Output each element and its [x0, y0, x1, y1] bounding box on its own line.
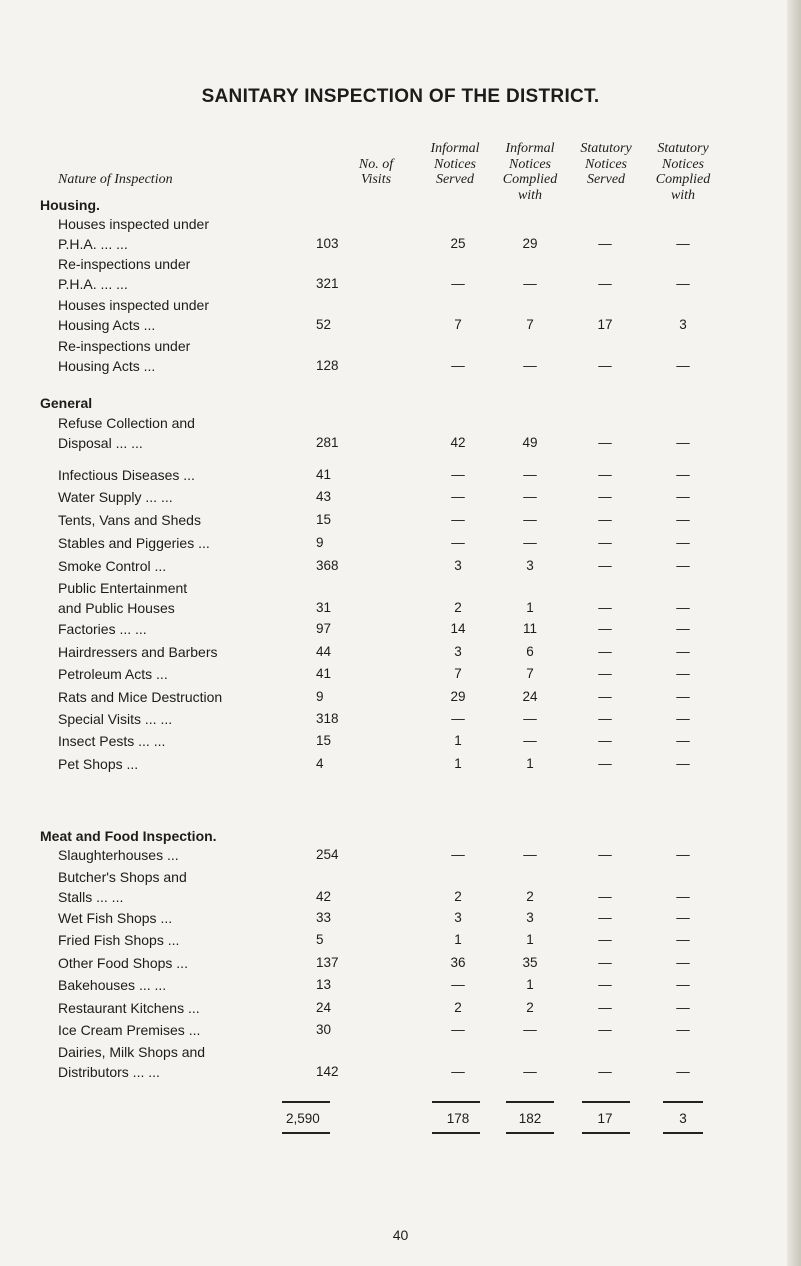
- col-header-statutory-complied-line-2: Notices: [662, 156, 704, 172]
- row-label: Stables and Piggeries ...: [58, 535, 210, 551]
- cell-ins: 3: [454, 910, 462, 925]
- cell-visits: 44: [316, 644, 332, 659]
- row-label: P.H.A. ... ...: [58, 276, 128, 292]
- cell-ins: 7: [454, 666, 462, 681]
- cell-ins: 36: [450, 955, 466, 970]
- cell-inc: 1: [526, 600, 534, 615]
- row-label: Tents, Vans and Sheds: [58, 512, 201, 528]
- cell-inc: 3: [526, 910, 534, 925]
- row-label: Hairdressers and Barbers: [58, 644, 218, 660]
- page-title: SANITARY INSPECTION OF THE DISTRICT.: [201, 86, 600, 107]
- total-rule-bottom: [663, 1132, 703, 1134]
- total-rule-bottom: [432, 1132, 480, 1134]
- cell-visits: 318: [316, 711, 339, 726]
- cell-ins: 1: [454, 733, 462, 748]
- cell-visits: 24: [316, 1000, 332, 1015]
- total-rule-bottom: [582, 1132, 630, 1134]
- cell-visits: 15: [316, 733, 332, 748]
- cell-visits: 33: [316, 910, 332, 925]
- cell-visits: 5: [316, 932, 324, 947]
- cell-inc: 1: [526, 977, 534, 992]
- page-number: 40: [392, 1227, 409, 1243]
- cell-sns: —: [598, 711, 612, 726]
- total-rule-top: [432, 1101, 480, 1103]
- row-label: Rats and Mice Destruction: [58, 689, 223, 705]
- cell-inc: 7: [526, 317, 534, 332]
- cell-visits: 9: [316, 689, 324, 704]
- cell-snc: —: [676, 711, 690, 726]
- cell-snc: —: [676, 666, 690, 681]
- cell-sns: —: [598, 910, 612, 925]
- row-label: Housing Acts ...: [58, 317, 156, 333]
- cell-snc: —: [676, 435, 690, 450]
- cell-ins: 42: [450, 435, 466, 450]
- col-header-statutory-complied-line-3: Complied: [655, 172, 711, 187]
- cell-sns: —: [598, 889, 612, 904]
- cell-snc: —: [676, 489, 690, 504]
- total-rule-bottom: [282, 1132, 330, 1134]
- cell-sns: —: [598, 512, 612, 527]
- cell-inc: 1: [526, 756, 534, 771]
- col-header-informal-served-line-2: Notices: [434, 156, 476, 172]
- cell-ins: 25: [450, 236, 466, 251]
- cell-visits: 142: [316, 1064, 339, 1079]
- cell-sns: —: [598, 977, 612, 992]
- row-label: Other Food Shops ...: [58, 955, 188, 971]
- cell-inc: 29: [522, 236, 538, 251]
- cell-inc: 2: [526, 889, 534, 904]
- row-label: P.H.A. ... ...: [58, 236, 128, 252]
- total-visits: 2,590: [286, 1111, 320, 1126]
- col-header-statutory-served-line-1: Statutory: [580, 141, 632, 156]
- cell-snc: —: [676, 467, 690, 482]
- cell-ins: 14: [450, 621, 466, 636]
- cell-sns: —: [598, 733, 612, 748]
- cell-sns: —: [598, 644, 612, 659]
- row-label: Re-inspections under: [58, 338, 191, 354]
- cell-visits: 43: [316, 489, 332, 504]
- cell-sns: —: [598, 558, 612, 573]
- section-general: General: [40, 395, 93, 411]
- col-header-statutory-served-line-3: Served: [586, 172, 626, 187]
- row-label: Houses inspected under: [58, 297, 209, 313]
- cell-snc: —: [676, 689, 690, 704]
- total-rule-bottom: [506, 1132, 554, 1134]
- row-label: Petroleum Acts ...: [58, 666, 168, 682]
- cell-ins: —: [451, 467, 465, 482]
- row-label: Distributors ... ...: [58, 1064, 160, 1080]
- total-inc: 182: [518, 1111, 542, 1126]
- cell-sns: 17: [597, 317, 613, 332]
- cell-snc: —: [676, 558, 690, 573]
- row-label: and Public Houses: [58, 600, 175, 616]
- cell-snc: —: [676, 535, 690, 550]
- cell-ins: —: [451, 711, 465, 726]
- cell-visits: 52: [316, 317, 332, 332]
- cell-snc: —: [676, 1064, 690, 1079]
- cell-visits: 9: [316, 535, 324, 550]
- cell-sns: —: [598, 535, 612, 550]
- cell-inc: —: [523, 358, 537, 373]
- cell-sns: —: [598, 955, 612, 970]
- cell-sns: —: [598, 847, 612, 862]
- cell-ins: —: [451, 1064, 465, 1079]
- row-label: Refuse Collection and: [58, 415, 195, 431]
- cell-snc: 3: [679, 317, 687, 332]
- cell-snc: —: [676, 1022, 690, 1037]
- cell-sns: —: [598, 236, 612, 251]
- cell-ins: 3: [454, 644, 462, 659]
- cell-ins: 2: [454, 889, 462, 904]
- cell-visits: 42: [316, 889, 332, 904]
- cell-inc: —: [523, 512, 537, 527]
- cell-snc: —: [676, 512, 690, 527]
- col-header-informal-complied-line-3: Complied: [502, 172, 558, 187]
- row-label: Ice Cream Premises ...: [58, 1022, 201, 1038]
- row-label: Smoke Control ...: [58, 558, 167, 574]
- cell-sns: —: [598, 358, 612, 373]
- total-rule-top: [582, 1101, 630, 1103]
- row-label: Bakehouses ... ...: [58, 977, 167, 993]
- col-header-informal-served-line-3: Served: [435, 172, 475, 187]
- cell-visits: 4: [316, 756, 324, 771]
- row-label: Public Entertainment: [58, 580, 188, 596]
- row-label: Infectious Diseases ...: [58, 467, 195, 483]
- cell-inc: 24: [522, 689, 538, 704]
- cell-visits: 31: [316, 600, 332, 615]
- cell-inc: —: [523, 847, 537, 862]
- col-header-informal-complied-line-2: Notices: [509, 156, 551, 172]
- cell-snc: —: [676, 756, 690, 771]
- cell-inc: 3: [526, 558, 534, 573]
- cell-ins: —: [451, 847, 465, 862]
- row-label: Dairies, Milk Shops and: [58, 1044, 206, 1060]
- col-header-statutory-complied-line-4: with: [670, 187, 696, 203]
- cell-visits: 41: [316, 467, 332, 482]
- cell-inc: 35: [522, 955, 538, 970]
- cell-snc: —: [676, 932, 690, 947]
- col-header-statutory-complied-line-1: Statutory: [657, 141, 709, 156]
- cell-snc: —: [676, 236, 690, 251]
- cell-ins: 29: [450, 689, 466, 704]
- cell-inc: 2: [526, 1000, 534, 1015]
- cell-inc: —: [523, 276, 537, 291]
- section-housing: Housing.: [40, 197, 100, 213]
- cell-snc: —: [676, 977, 690, 992]
- row-label: Wet Fish Shops ...: [58, 910, 173, 926]
- cell-ins: 7: [454, 317, 462, 332]
- cell-snc: —: [676, 644, 690, 659]
- cell-inc: —: [523, 1022, 537, 1037]
- row-label: Houses inspected under: [58, 216, 209, 232]
- col-header-informal-served-line-1: Informal: [430, 141, 480, 156]
- cell-snc: —: [676, 621, 690, 636]
- cell-ins: 1: [454, 756, 462, 771]
- cell-visits: 30: [316, 1022, 332, 1037]
- cell-snc: —: [676, 910, 690, 925]
- cell-visits: 368: [316, 558, 339, 573]
- cell-sns: —: [598, 435, 612, 450]
- cell-inc: —: [523, 535, 537, 550]
- cell-visits: 41: [316, 666, 332, 681]
- cell-snc: —: [676, 955, 690, 970]
- col-header-nature: Nature of Inspection: [58, 172, 173, 187]
- cell-inc: 1: [526, 932, 534, 947]
- cell-inc: 11: [522, 621, 537, 636]
- cell-ins: 2: [454, 600, 462, 615]
- col-header-visits-line-1: No. of: [358, 156, 394, 172]
- cell-inc: —: [523, 467, 537, 482]
- cell-sns: —: [598, 689, 612, 704]
- cell-sns: —: [598, 1000, 612, 1015]
- row-label: Disposal ... ...: [58, 435, 143, 451]
- cell-ins: —: [451, 276, 465, 291]
- cell-ins: —: [451, 358, 465, 373]
- row-label: Butcher's Shops and: [58, 869, 187, 885]
- cell-visits: 254: [316, 847, 339, 862]
- cell-snc: —: [676, 358, 690, 373]
- cell-inc: 6: [526, 644, 534, 659]
- cell-ins: 2: [454, 1000, 462, 1015]
- cell-snc: —: [676, 889, 690, 904]
- cell-ins: —: [451, 489, 465, 504]
- cell-ins: —: [451, 1022, 465, 1037]
- row-label: Water Supply ... ...: [58, 489, 173, 505]
- row-label: Restaurant Kitchens ...: [58, 1000, 200, 1016]
- row-label: Fried Fish Shops ...: [58, 932, 180, 948]
- page-edge: [787, 0, 801, 1266]
- col-header-visits-line-2: Visits: [360, 172, 392, 187]
- cell-sns: —: [598, 1064, 612, 1079]
- total-rule-top: [282, 1101, 330, 1103]
- total-snc: 3: [679, 1111, 687, 1126]
- row-label: Factories ... ...: [58, 621, 147, 637]
- cell-snc: —: [676, 1000, 690, 1015]
- cell-sns: —: [598, 1022, 612, 1037]
- row-label: Special Visits ... ...: [58, 711, 173, 727]
- cell-visits: 13: [316, 977, 332, 992]
- cell-sns: —: [598, 600, 612, 615]
- cell-visits: 97: [316, 621, 332, 636]
- cell-ins: 1: [454, 932, 462, 947]
- cell-snc: —: [676, 276, 690, 291]
- total-sns: 17: [597, 1111, 613, 1126]
- cell-inc: —: [523, 489, 537, 504]
- cell-visits: 137: [316, 955, 339, 970]
- cell-ins: —: [451, 535, 465, 550]
- section-meat-food: Meat and Food Inspection.: [40, 828, 217, 844]
- total-ins: 178: [446, 1111, 470, 1126]
- cell-snc: —: [676, 600, 690, 615]
- cell-visits: 103: [316, 236, 339, 251]
- row-label: Re-inspections under: [58, 256, 191, 272]
- cell-inc: —: [523, 711, 537, 726]
- cell-inc: 49: [522, 435, 538, 450]
- total-rule-top: [506, 1101, 554, 1103]
- cell-inc: —: [523, 1064, 537, 1079]
- cell-visits: 128: [316, 358, 339, 373]
- cell-visits: 321: [316, 276, 339, 291]
- cell-ins: —: [451, 977, 465, 992]
- cell-sns: —: [598, 276, 612, 291]
- cell-sns: —: [598, 666, 612, 681]
- row-label: Insect Pests ... ...: [58, 733, 166, 749]
- cell-snc: —: [676, 733, 690, 748]
- cell-visits: 15: [316, 512, 332, 527]
- cell-sns: —: [598, 756, 612, 771]
- col-header-informal-complied-line-4: with: [517, 187, 543, 203]
- cell-inc: 7: [526, 666, 534, 681]
- col-header-informal-complied-line-1: Informal: [505, 141, 555, 156]
- row-label: Housing Acts ...: [58, 358, 156, 374]
- cell-snc: —: [676, 847, 690, 862]
- cell-sns: —: [598, 932, 612, 947]
- cell-sns: —: [598, 467, 612, 482]
- cell-ins: 3: [454, 558, 462, 573]
- cell-sns: —: [598, 489, 612, 504]
- cell-visits: 281: [316, 435, 339, 450]
- cell-sns: —: [598, 621, 612, 636]
- cell-ins: —: [451, 512, 465, 527]
- row-label: Pet Shops ...: [58, 756, 139, 772]
- row-label: Stalls ... ...: [58, 889, 124, 905]
- cell-inc: —: [523, 733, 537, 748]
- total-rule-top: [663, 1101, 703, 1103]
- row-label: Slaughterhouses ...: [58, 847, 179, 863]
- col-header-statutory-served-line-2: Notices: [585, 156, 627, 172]
